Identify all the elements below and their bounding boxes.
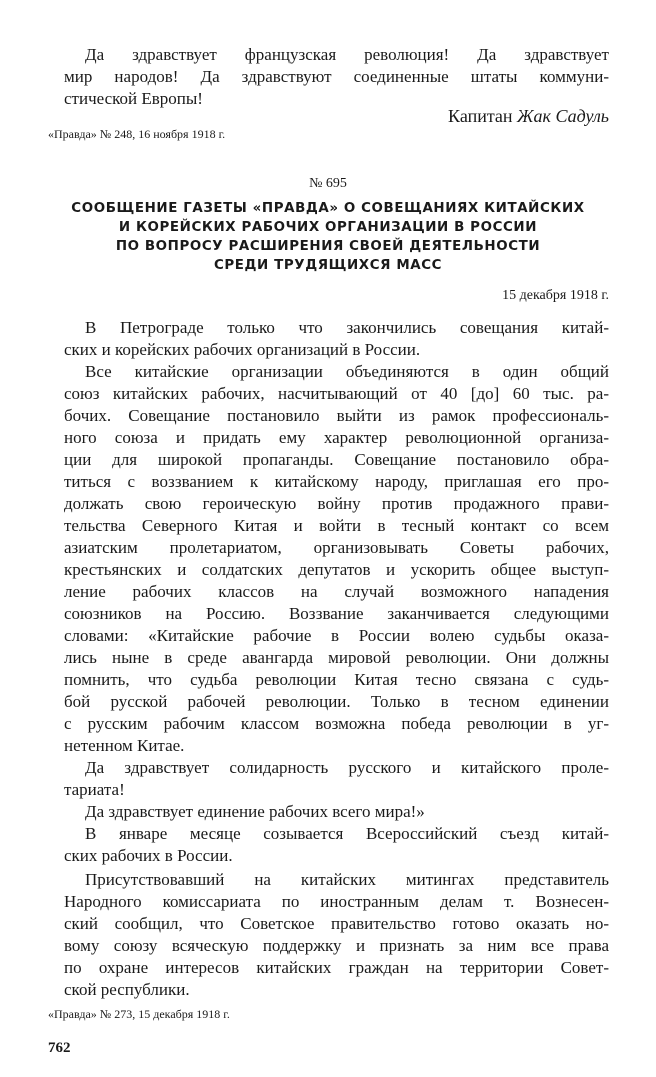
body-line: Да здравствует единение рабочих всего мира!» xyxy=(85,802,425,821)
body-line: тельства Северного Китая и войти в тесный контакт со всем xyxy=(64,516,609,535)
body-line: ного союза и придать ему характер революционной организа- xyxy=(64,428,609,447)
body-line: Да здравствует солидарность русского и китайского проле- xyxy=(85,758,609,777)
body-line: словами: «Китайские рабочие в России волею судьбы оказа- xyxy=(64,626,609,645)
body-line: лись ныне в среде авангарда мировой революции. Они должны xyxy=(64,648,609,667)
body-line: азиатским пролетариатом, организовывать Советы рабочих, xyxy=(64,538,609,557)
body-line: бочих. Совещание постановило выйти из рамок профессиональ- xyxy=(64,406,609,425)
body-line: ской республики. xyxy=(64,980,190,999)
body-line: ских рабочих в России. xyxy=(64,846,233,865)
body-line: с русским рабочим классом возможна победа революции в уг- xyxy=(64,714,609,733)
document-title-line: СООБЩЕНИЕ ГАЗЕТЫ «ПРАВДА» О СОВЕЩАНИЯХ КИТАЙСКИХ xyxy=(71,201,585,216)
intro-line: стической Европы! xyxy=(64,89,203,108)
body-line: вому союзу всяческую поддержку и признать за ним все права xyxy=(64,936,609,955)
body-line: тариата! xyxy=(64,780,125,799)
document-title-line: СРЕДИ ТРУДЯЩИХСЯ МАСС xyxy=(213,258,443,273)
body-line: титься с воззванием к китайскому народу, приглашая его про- xyxy=(64,472,609,491)
body-line: бой русской рабочей революции. Только в тесном единении xyxy=(64,692,609,711)
body-line: нетенном Китае. xyxy=(64,736,185,755)
body-line: Народного комиссариата по иностранным делам т. Вознесен- xyxy=(64,892,609,911)
body-line: Присутствовавший на китайских митингах представитель xyxy=(85,870,609,889)
body-line: должать свою героическую войну против продажного прави- xyxy=(64,494,609,513)
document-source: «Правда» № 273, 15 декабря 1918 г. xyxy=(48,1007,230,1021)
body-line: ский сообщил, что Советское правительство готово оказать но- xyxy=(64,914,609,933)
document-date: 15 декабря 1918 г. xyxy=(502,288,609,303)
body-line: союз китайских рабочих, насчитывающий от 40 [до] 60 тыс. ра- xyxy=(64,384,609,403)
body-line: по охране интересов китайских граждан на территории Совет- xyxy=(64,958,609,977)
body-line: Все китайские организации объединяются в один общий xyxy=(85,362,609,381)
signature-name: Жак Садуль xyxy=(517,106,609,126)
document-title-line: ПО ВОПРОСУ РАСШИРЕНИЯ СВОЕЙ ДЕЯТЕЛЬНОСТИ xyxy=(115,239,541,254)
document-title-line: И КОРЕЙСКИХ РАБОЧИХ ОРГАНИЗАЦИИ В РОССИИ xyxy=(118,220,538,235)
signature-rank: Капитан xyxy=(448,106,513,126)
intro-line: мир народов! Да здравствуют соединенные штаты коммуни- xyxy=(64,67,609,86)
body-line: В январе месяце созывается Всероссийский съезд китай- xyxy=(85,824,609,843)
body-line: помнить, что судьба революции Китая тесно связана с судь- xyxy=(64,670,609,689)
body-line: В Петрограде только что закончились совещания китай- xyxy=(85,318,609,337)
body-line: союзников на Россию. Воззвание заканчивается следующими xyxy=(64,604,609,623)
body-line: ление рабочих классов на случай возможного нападения xyxy=(64,582,609,601)
body-line: крестьянских и солдатских депутатов и ускорить общее выступ- xyxy=(64,560,609,579)
document-number: № 695 xyxy=(309,176,347,191)
signature xyxy=(448,106,609,127)
page-number: 762 xyxy=(48,1040,71,1056)
body-line: ции для широкой пропаганды. Совещание постановило обра- xyxy=(64,450,609,469)
intro-line: Да здравствует французская революция! Да здравствует xyxy=(85,45,609,64)
intro-source: «Правда» № 248, 16 ноября 1918 г. xyxy=(48,127,226,141)
body-line: ских и корейских рабочих организаций в России. xyxy=(64,340,421,359)
